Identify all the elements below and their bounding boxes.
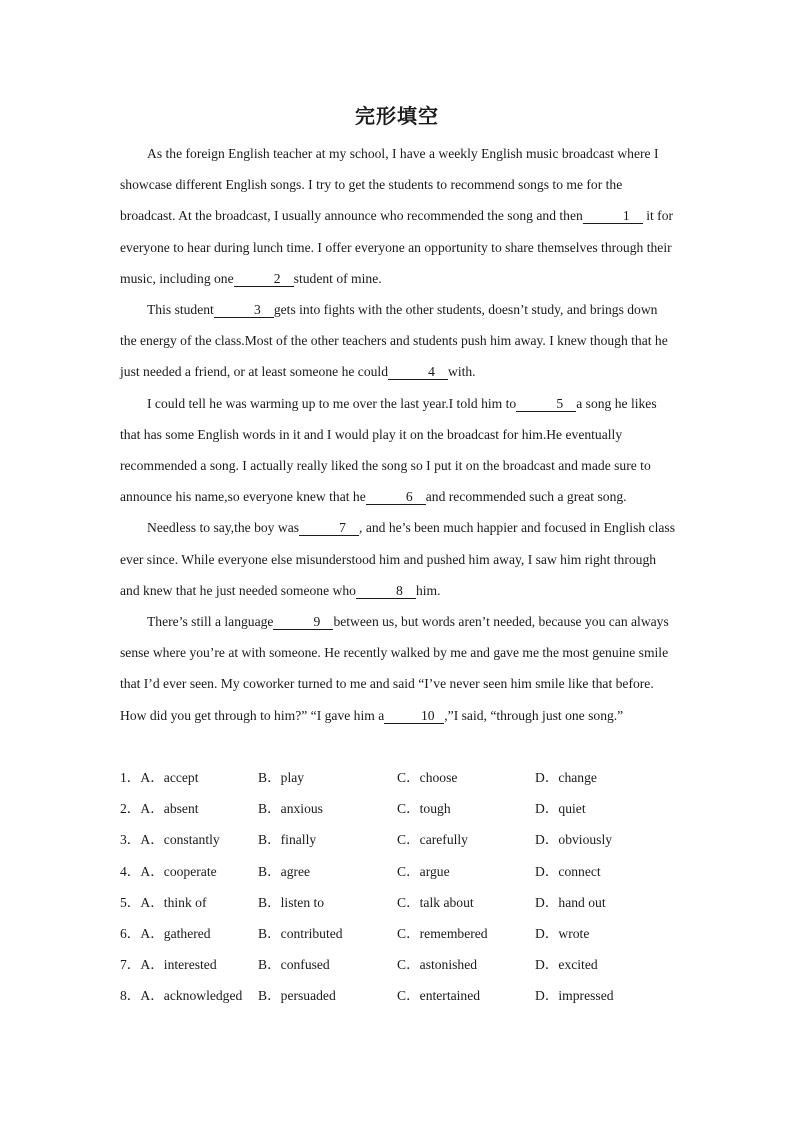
- option-d[interactable]: D．change: [535, 770, 597, 785]
- option-b[interactable]: B．anxious: [258, 801, 323, 817]
- option-a[interactable]: 3．A．constantly: [120, 832, 220, 848]
- passage-text: between us, but words aren’t needed, because you can always sense where you’re at with someone. He recently walked by me and gave me the most genuine smile that I’d ever seen. My coworker turned to me and said “I’ve never seen him smile like that before. How did you get through to him?” “I gave him a: [120, 614, 669, 723]
- option-d[interactable]: D．impressed: [535, 988, 614, 1004]
- passage-text: , and he’s been much happier and focused in English class ever since. While everyone else misunderstood him and pushed him away, I saw him right through and knew that he just needed someone who: [120, 520, 675, 598]
- passage-text: This student: [147, 302, 214, 318]
- paragraph-4: [120, 512, 676, 606]
- option-b[interactable]: B．finally: [258, 832, 317, 848]
- passage-text: a song he likes that has some English words in it and I would play it on the broadcast for him.He eventually recommended a song. I actually really liked the song so I put it on the broadcast and made sure to announce his name,so everyone knew that he: [120, 395, 657, 505]
- blank-5: 5: [516, 397, 576, 412]
- option-b[interactable]: B．play: [258, 770, 305, 785]
- passage-text: student of mine.: [293, 270, 382, 286]
- option-c[interactable]: C．choose: [397, 770, 458, 785]
- option-a[interactable]: 4．A．cooperate: [120, 863, 217, 879]
- option-d[interactable]: D．connect: [535, 863, 601, 879]
- option-c[interactable]: C．astonished: [397, 957, 478, 973]
- question-row-2: [120, 793, 680, 824]
- paragraph-3: [120, 388, 676, 513]
- option-c[interactable]: C．talk about: [397, 894, 474, 910]
- option-c[interactable]: C．carefully: [397, 832, 468, 848]
- option-c[interactable]: C．tough: [397, 801, 451, 817]
- paragraph-5: [120, 606, 676, 731]
- option-b[interactable]: B．agree: [258, 863, 311, 879]
- blank-2: 2: [234, 272, 294, 287]
- blank-8: 8: [356, 584, 416, 599]
- question-row-1: [120, 762, 680, 793]
- option-d[interactable]: D．quiet: [535, 801, 586, 817]
- question-row-6: [120, 918, 680, 949]
- passage-text: ,”I said, “through just one song.”: [444, 707, 624, 723]
- option-d[interactable]: D．wrote: [535, 925, 590, 941]
- passage-text: him.: [415, 582, 441, 598]
- option-a[interactable]: 6．A．gathered: [120, 925, 211, 941]
- paragraph-1: [120, 138, 676, 294]
- passage-text: gets into fights with the other students, doesn’t study, and brings down the energy of the class.Most of the other teachers and students push him away. I knew though that he just needed a friend, or at least someone he could: [120, 302, 668, 380]
- paragraph-2: [120, 294, 676, 388]
- option-d[interactable]: D．hand out: [535, 894, 606, 910]
- option-c[interactable]: C．argue: [397, 863, 450, 879]
- option-b[interactable]: B．persuaded: [258, 988, 336, 1004]
- question-row-4: [120, 856, 680, 887]
- blank-7: 7: [299, 521, 359, 536]
- option-a[interactable]: 1．A．accept: [120, 770, 199, 785]
- page-title: 完形填空: [355, 104, 439, 128]
- option-b[interactable]: B．contributed: [258, 925, 343, 941]
- question-row-3: [120, 824, 680, 855]
- blank-9: 9: [273, 615, 333, 630]
- question-row-7: [120, 949, 680, 980]
- passage-text: I could tell he was warming up to me over the last year.I told him to: [147, 395, 517, 411]
- option-c[interactable]: C．remembered: [397, 925, 488, 941]
- answer-options: [120, 762, 680, 1012]
- cloze-passage: [120, 138, 676, 731]
- option-d[interactable]: D．excited: [535, 957, 598, 973]
- option-a[interactable]: 8．A．acknowledged: [120, 988, 243, 1004]
- passage-text: with.: [448, 364, 476, 380]
- passage-text: Needless to say,the boy was: [147, 520, 300, 536]
- passage-text: and recommended such a great song.: [425, 489, 627, 505]
- blank-3: 3: [214, 303, 274, 318]
- option-b[interactable]: B．confused: [258, 957, 330, 973]
- passage-text: it for everyone to hear during lunch time. I offer everyone an opportunity to share themselves through their music, including one: [120, 208, 674, 286]
- question-row-5: [120, 887, 680, 918]
- blank-6: 6: [366, 490, 426, 505]
- option-a[interactable]: 7．A．interested: [120, 957, 217, 973]
- option-a[interactable]: 5．A．think of: [120, 894, 207, 910]
- option-c[interactable]: C．entertained: [397, 988, 481, 1004]
- blank-10: 10: [384, 709, 444, 724]
- blank-4: 4: [388, 365, 448, 380]
- option-d[interactable]: D．obviously: [535, 832, 613, 848]
- passage-text: There’s still a language: [147, 614, 274, 630]
- question-row-8: [120, 980, 680, 1011]
- option-a[interactable]: 2．A．absent: [120, 801, 199, 817]
- passage-text: As the foreign English teacher at my school, I have a weekly English music broadcast where I showcase different English songs. I try to get the students to recommend songs to me for the broadcast. At the broadcast, I usually announce who recommended the song and then: [120, 146, 659, 224]
- option-b[interactable]: B．listen to: [258, 894, 325, 910]
- blank-1: 1: [583, 209, 643, 224]
